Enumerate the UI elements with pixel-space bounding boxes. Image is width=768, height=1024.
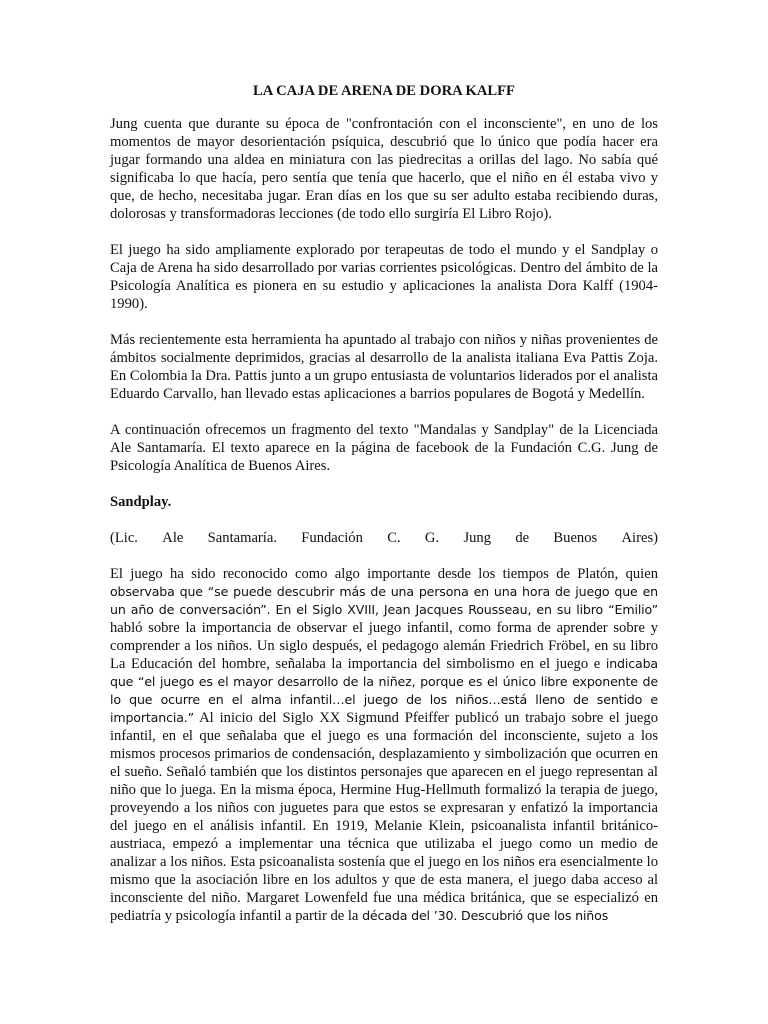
paragraph-sandplay-history: El juego ha sido ampliamente explorado por terapeutas de todo el mundo y el Sandplay o Caja de Arena ha sido desarrollado por varias corrientes psicológicas. Dentro del ámbito de la Psicología Analítica es pionera en su estudio y aplicaciones la analista Dora Kalff (1904-1990). [110, 242, 658, 312]
paragraph-fragment-intro: A continuación ofrecemos un fragmento del texto "Mandalas y Sandplay" de la Licenciada Ale Santamaría. El texto aparece en la página de facebook de la Fundación C.G. Jung de Psicología Analítica de Buenos Aires. [110, 422, 658, 474]
credit-word: Ale [162, 530, 184, 546]
text-run-quote-frobel: indicaba que “el juego es el mayor desarrollo de la niñez, porque es el único libre exponente de lo que ocurre en el alma infantil…el juego de los niños…está lleno de sentido e importancia.” [110, 656, 658, 725]
author-credit [110, 529, 658, 547]
credit-word: C. [387, 530, 401, 546]
text-run-tail: década del ’30. Descubrió que los niños [362, 908, 609, 923]
text-run: Al inicio del Siglo XX Sigmund Pfeiffer publicó un trabajo sobre el juego infantil, en el que señalaba que el juego es una formación del inconsciente, sujeto a los mismos procesos primarios de condensación, desplazamiento y simbolización que ocurren en el sueño. Señaló también que los distintos personajes que aparecen en el juego representan al niño que lo juega. En la misma época, Hermine Hug-Hellmuth formalizó la terapia de juego, proveyendo a los niños con juguetes para que estos se expresaran y enfatizó la importancia del juego en el análisis infantil. En 1919, Melanie Klein, psicoanalista infantil británico-austriaca, empezó a implementar una técnica que utilizaba el juego como un medio de analizar a los niños. Esta psicoanalista sostenía que el juego en los niños era esencialmente lo mismo que la asociación libre en los adultos y que de esta manera, el juego daba acceso al inconsciente del niño. Margaret Lowenfeld fue una médica británica, que se especializó en pediatría y psicología infantil a partir de la [110, 710, 658, 924]
credit-word: G. [424, 530, 440, 546]
paragraph-play-history [110, 565, 658, 925]
credit-word: Jung [463, 530, 492, 546]
credit-word: Aires) [621, 530, 658, 546]
section-heading: Sandplay. [110, 494, 172, 510]
credit-word: Santamaría. [207, 530, 277, 546]
document-title: LA CAJA DE ARENA DE DORA KALFF [253, 83, 515, 99]
credit-word: (Lic. [110, 530, 138, 546]
text-run: habló sobre la importancia de observar el juego infantil, como forma de aprender sobre y comprender a los niños. Un siglo después, el pedagogo alemán Friedrich Fröbel, en su libro La Educación del hombre, señalaba la importancia del simbolismo en el juego e [110, 620, 658, 672]
credit-word: Fundación [301, 530, 363, 546]
credit-word: de [515, 530, 530, 546]
paragraph-recent-work: Más recientemente esta herramienta ha apuntado al trabajo con niños y niñas provenientes de ámbitos socialmente deprimidos, gracias al desarrollo de la analista italiana Eva Pattis Zoja. En Colombia la Dra. Pattis junto a un grupo entusiasta de voluntarios liderados por el analista Eduardo Carvallo, han llevado estas aplicaciones a barrios populares de Bogotá y Medellín. [110, 332, 658, 402]
text-run-quote-plato: observaba que “se puede descubrir más de una persona en una hora de juego que en un año de conversación”. En el Siglo XVIII, Jean Jacques Rousseau, en su libro “Emilio” [110, 584, 658, 617]
paragraph-jung: Jung cuenta que durante su época de "confrontación con el inconsciente", en uno de los momentos de mayor desorientación psíquica, descubrió que lo único que podía hacer era jugar formando una aldea en miniatura con las piedrecitas a orillas del lago. No sabía qué significaba lo que hacía, pero sentía que tenía que hacerlo, que el niño en él estaba vivo y que, de hecho, necesitaba jugar. Eran días en los que su ser adulto estaba recibiendo duras, dolorosas y transformadoras lecciones (de todo ello surgiría El Libro Rojo). [110, 116, 658, 222]
credit-word: Buenos [553, 530, 598, 546]
document-page [110, 82, 658, 943]
text-run: El juego ha sido reconocido como algo importante desde los tiempos de Platón, quien [110, 566, 658, 582]
